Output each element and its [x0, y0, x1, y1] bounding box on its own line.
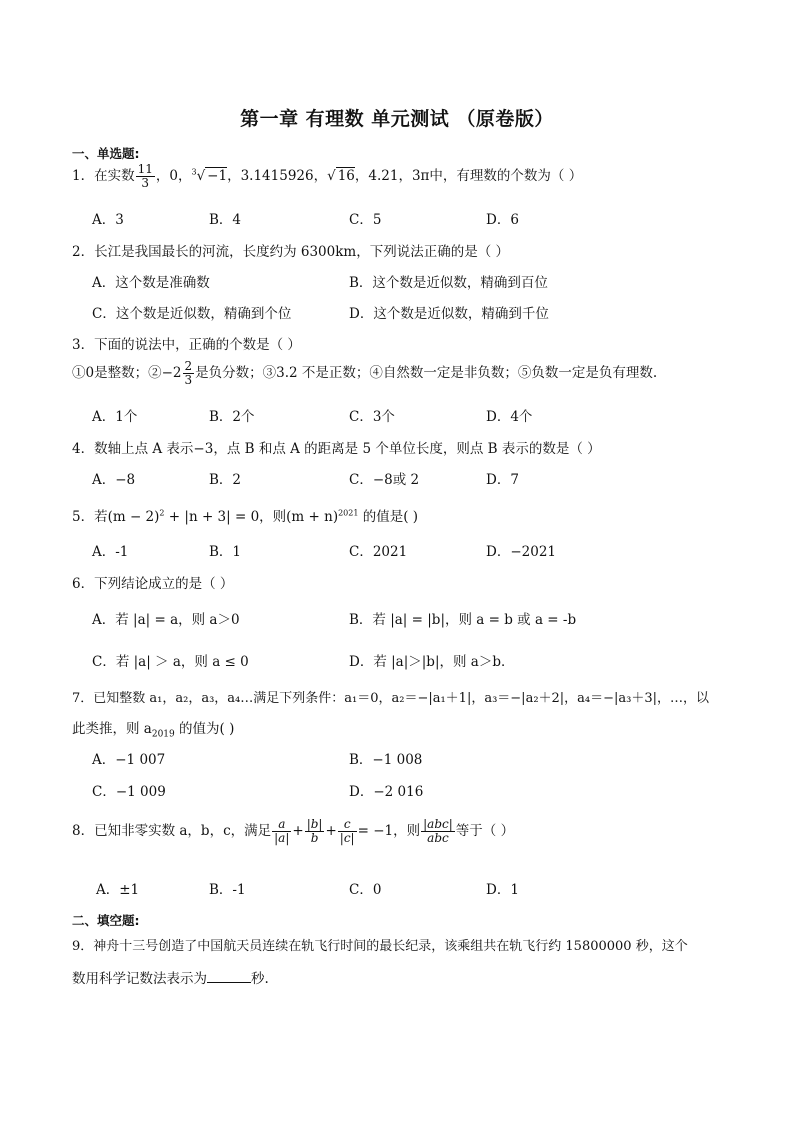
q3-option-b[interactable]: B．2个	[209, 409, 255, 425]
q1-cbrt-value: −1	[207, 168, 228, 184]
q7-line2-b: 的值为( )	[174, 721, 235, 737]
q5-option-c[interactable]: C．2021	[349, 544, 408, 560]
q5-option-a[interactable]: A．-1	[92, 544, 129, 560]
q6-option-d[interactable]: D．若 |a|＞|b|，则 a＞b．	[349, 654, 515, 670]
section-heading-single-choice: 一、单选题:	[72, 146, 140, 161]
q2-option-a[interactable]: A．这个数是准确数	[92, 275, 210, 291]
question-9-stem-line1: 9．神舟十三号创造了中国航天员连续在轨飞行时间的最长纪录，该乘组共在轨飞行约 15800000 秒，这个	[72, 939, 688, 954]
q9-line2-b: 秒.	[251, 971, 269, 987]
q8-f3-den: |c|	[339, 831, 355, 845]
q1-option-b[interactable]: B．4	[209, 212, 242, 228]
q7-line2-a: 此类推，则 a	[72, 721, 152, 737]
q8-option-a[interactable]: A．±1	[96, 882, 140, 898]
q8-f4-num: |abc|	[423, 817, 453, 831]
q8-f4-den: abc	[427, 831, 449, 845]
question-3-statements	[72, 360, 657, 387]
question-2-stem: 2．长江是我国最长的河流，长度约为 6300km，下列说法正确的是（ ）	[72, 244, 510, 260]
q3-frac-den: 3	[184, 373, 193, 387]
q5-sup-a: 2	[159, 508, 165, 518]
q2-option-c[interactable]: C．这个数是近似数，精确到个位	[92, 306, 292, 322]
q7-option-c[interactable]: C．−1 009	[92, 784, 166, 800]
q8-fraction-1	[272, 818, 291, 845]
q7-line2-sub: 2019	[151, 729, 175, 740]
q5-stem-b: + |n + 3| = 0，则(m + n)	[164, 509, 339, 525]
q8-f1-den: |a|	[274, 831, 290, 845]
q3-statements-b: 是负分数；③3.2 不是正数；④自然数一定是非负数；⑤负数一定是负有理数.	[195, 365, 658, 381]
q8-f2-den: b	[310, 831, 319, 845]
q4-option-c[interactable]: C．−8或 2	[349, 472, 420, 488]
q8-eq: = −1，则	[357, 823, 421, 839]
q7-option-a[interactable]: A．−1 007	[92, 752, 166, 768]
question-6-stem: 6．下列结论成立的是（ ）	[72, 576, 234, 592]
q2-option-b[interactable]: B．这个数是近似数，精确到百位	[349, 275, 548, 291]
q8-fraction-4	[421, 818, 455, 845]
q8-option-d[interactable]: D．1	[486, 882, 519, 898]
q4-option-d[interactable]: D．7	[486, 472, 519, 488]
q5-stem-a: 5．若(m − 2)	[72, 509, 160, 525]
q3-option-a[interactable]: A．1个	[92, 409, 138, 425]
q4-option-a[interactable]: A．−8	[92, 472, 136, 488]
q1-fraction	[136, 163, 155, 190]
q3-frac-num: 2	[184, 359, 193, 373]
q7-option-d[interactable]: D．−2 016	[349, 784, 424, 800]
q6-option-a[interactable]: A．若 |a| = a，则 a＞0	[92, 612, 240, 628]
q6-option-c[interactable]: C．若 |a| ＞ a，则 a ≤ 0	[92, 654, 249, 670]
q7-option-b[interactable]: B．−1 008	[349, 752, 423, 768]
q4-option-b[interactable]: B．2	[209, 472, 242, 488]
question-3-stem: 3．下面的说法中，正确的个数是（ ）	[72, 337, 301, 353]
question-1-stem: 1．在实数 $\frac{11}{3}$ ，0，$^3$√ −1，3.1415926，√ 16，4.21，3π中，有理数的个数为（ ）	[72, 162, 583, 190]
q8-fraction-2	[305, 818, 325, 845]
q3-option-c[interactable]: C．3个	[349, 409, 395, 425]
q1-frac-den: 3	[141, 176, 150, 190]
q8-f2-num: |b|	[306, 817, 323, 831]
q5-option-d[interactable]: D．−2021	[486, 544, 556, 560]
q5-sup-b: 2021	[338, 508, 359, 518]
q1-sqrt-value: 16	[337, 168, 355, 184]
q5-option-b[interactable]: B．1	[209, 544, 242, 560]
q3-option-d[interactable]: D．4个	[486, 409, 533, 425]
q8-f3-num: c	[338, 818, 357, 832]
question-7-stem-line1: 7．已知整数 a₁，a₂，a₃，a₄…满足下列条件：a₁＝0，a₂＝−|a₁＋1|，a₃＝−|a₂＋2|，a₄＝−|a₃＋3|，…，以	[72, 691, 710, 706]
q9-line2-a: 数用科学记数法表示为	[72, 971, 207, 987]
question-7-stem-line2	[72, 717, 234, 740]
page-title: 第一章 有理数 单元测试 （原卷版）	[240, 108, 554, 130]
q1-option-c[interactable]: C．5	[349, 212, 382, 228]
q3-statements-a: ①0是整数；②−2	[72, 365, 182, 381]
q1-mid2: ，3.1415926，	[227, 168, 328, 184]
q3-fraction	[183, 360, 195, 387]
q8-fraction-3	[338, 818, 357, 845]
q1-option-d[interactable]: D．6	[486, 212, 519, 228]
question-8-stem: 8．已知非零实数 a，b，c，满足 $\frac{a}{|a|}$ + $\frac{|b|}{b}$ + $\frac{c}{|c|}$ = −1，则 $\frac{\text{|abc|}}{\text{abc}}$ 等于（ ）	[72, 817, 515, 845]
q1-cbrt-index: 3	[191, 167, 197, 177]
q8-option-b[interactable]: B．-1	[209, 882, 246, 898]
q8-f1-num: a	[272, 818, 291, 832]
question-5-stem	[72, 505, 418, 525]
q1-option-a[interactable]: A．3	[92, 212, 124, 228]
q9-answer-blank[interactable]	[207, 970, 251, 983]
q1-prefix: 1．在实数	[72, 168, 135, 184]
q8-option-c[interactable]: C．0	[349, 882, 382, 898]
q2-option-d[interactable]: D．这个数是近似数，精确到千位	[349, 306, 549, 322]
q5-stem-c: 的值是( )	[358, 509, 419, 525]
q1-frac-num: 11	[137, 162, 153, 176]
section-heading-fill-blank: 二、填空题:	[72, 913, 140, 928]
question-9-stem-line2	[72, 967, 269, 987]
q8-prefix: 8．已知非零实数 a，b，c，满足	[72, 823, 272, 839]
q1-mid1: ，0，	[155, 168, 192, 184]
q6-option-b[interactable]: B．若 |a| = |b|，则 a = b 或 a = -b	[349, 612, 577, 628]
q8-suffix: 等于（ ）	[455, 823, 515, 839]
q1-suffix: ，4.21，3π中，有理数的个数为（ ）	[354, 168, 583, 184]
question-4-stem: 4．数轴上点 A 表示−3，点 B 和点 A 的距离是 5 个单位长度，则点 B 表示的数是（ ）	[72, 441, 601, 457]
